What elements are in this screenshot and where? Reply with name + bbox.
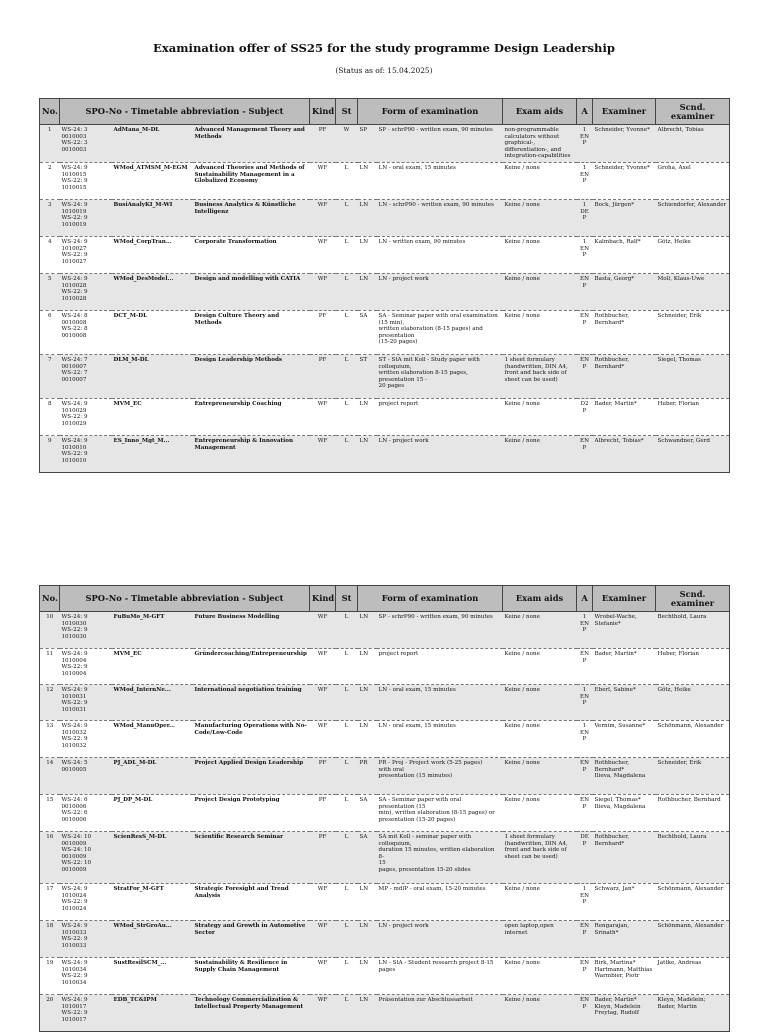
exam-table-1 [39,98,730,473]
second-examiner-name: Rothbucher, Bernhard [656,795,730,832]
spo-number: WS-24: 9 1010031 WS-22: 9 1010031 [60,685,112,721]
table-row [40,199,730,236]
col-spo: SPO-No - Timetable abbreviation - Subject [60,99,310,125]
exam-kind: WF [310,649,336,685]
timetable-abbreviation: ScienResS_M-DL [112,832,193,884]
row-number: 3 [40,199,60,236]
exam-status: W [336,125,358,163]
table-header [40,586,730,612]
examiner-name: Rothbucher, Bernhard* [593,310,656,354]
timetable-abbreviation: WMod_DesModel... [112,273,193,310]
subject-name: Project Design Prototyping [193,795,310,832]
timetable-abbreviation: BusiAnalyKI_M-WI [112,199,193,236]
exam-attempt: 1 EN P [577,612,593,649]
exam-attempt: EN P [577,795,593,832]
exam-status: L [336,884,358,921]
exam-code: LN [358,649,377,685]
examiner-name: Rothbucher, Bernhard* Ilieva, Magdalena [593,758,656,795]
subject-name: Future Business Modelling [193,612,310,649]
timetable-abbreviation: EDB_TC&IPM [112,995,193,1032]
spo-number: WS-24: 9 1010015 WS-22: 9 1010015 [60,162,112,199]
exam-attempt: 1 EN P [577,884,593,921]
second-examiner-name: Schneider, Erik [656,310,730,354]
exam-status: L [336,162,358,199]
spo-number: WS-24: 9 1010034 WS-22: 9 1010034 [60,958,112,995]
col-second-examiner: Scnd. examiner [656,586,730,612]
col-no: No. [40,99,60,125]
exam-kind: WF [310,685,336,721]
second-examiner-name: Schönmann, Alexander [656,921,730,958]
timetable-abbreviation: WMod_ManuOper... [112,721,193,758]
exam-attempt: EN P [577,273,593,310]
exam-kind: WF [310,162,336,199]
subject-name: Design Leadership Methods [193,354,310,398]
exam-code: ST [358,354,377,398]
row-number: 4 [40,236,60,273]
row-number: 16 [40,832,60,884]
timetable-abbreviation: DLM_M-DL [112,354,193,398]
spo-number: WS-24: 9 1010019 WS-22: 9 1010019 [60,199,112,236]
second-examiner-name: Schiendorfer, Alexander [656,199,730,236]
exam-aids: Keine / none [503,236,577,273]
row-number: 12 [40,685,60,721]
table-row [40,758,730,795]
exam-attempt: EN P [577,435,593,472]
page-title: Examination offer of SS25 for the study programme Design Leadership [153,41,615,55]
exam-attempt: 1 EN P [577,125,593,163]
exam-attempt: EN P [577,958,593,995]
examiner-name: Bader, Martin* Kleyn, Madelein Freytag, Rudolf [593,995,656,1032]
subject-name: Design Culture Theory and Methods [193,310,310,354]
examiner-name: Albrecht, Tobias* [593,435,656,472]
exam-aids: 1 sheet formulary (handwritten, DIN A4, front and back side of sheet can be used) [503,832,577,884]
second-examiner-name: Bechthold, Laura [656,832,730,884]
timetable-abbreviation: MVM_EC [112,649,193,685]
timetable-abbreviation: WMod_StrGroAu... [112,921,193,958]
col-form: Form of examination [358,586,503,612]
exam-aids: Keine / none [503,721,577,758]
exam-form: LN - StA - Student research project 8-15 pages [377,958,503,995]
exam-kind: WF [310,273,336,310]
spo-number: WS-24: 9 1010017 WS-22: 9 1010017 [60,995,112,1032]
examiner-name: Eberl, Sabine* [593,685,656,721]
subject-name: Design and modelling with CATIA [193,273,310,310]
second-examiner-name: Bechthold, Laura [656,612,730,649]
spo-number: WS-24: 9 1010029 WS-22: 9 1010029 [60,398,112,435]
examiner-name: Kalmbach, Ralf* [593,236,656,273]
table-row [40,649,730,685]
exam-aids: Keine / none [503,995,577,1032]
subject-name: Sustainability & Resilience in Supply Chain Management [193,958,310,995]
exam-form: SP - schrP90 - written exam, 90 minutes [377,125,503,163]
spo-number: WS-24: 5 0010005 [60,758,112,795]
second-examiner-name: Huber, Florian [656,649,730,685]
exam-aids: Keine / none [503,958,577,995]
timetable-abbreviation: PJ_DP_M-DL [112,795,193,832]
table-row [40,612,730,649]
subject-name: Scientific Research Seminar [193,832,310,884]
exam-kind: WF [310,199,336,236]
spo-number: WS-24: 9 1010032 WS-22: 9 1010032 [60,721,112,758]
table-row [40,162,730,199]
exam-form: LN - project work [377,435,503,472]
timetable-abbreviation: SustResilSCM_... [112,958,193,995]
spo-number: WS-24: 9 1010024 WS-22: 9 1010024 [60,884,112,921]
exam-aids: Keine / none [503,199,577,236]
timetable-abbreviation: DCT_M-DL [112,310,193,354]
timetable-abbreviation: MVM_EC [112,398,193,435]
exam-form: PR - Proj - Project work (5-25 pages) with oral presentation (15 minutes) [377,758,503,795]
spo-number: WS-24: 9 1010033 WS-22: 9 1010033 [60,921,112,958]
examiner-name: Vernim, Susanne* [593,721,656,758]
examiner-name: Bader, Martin* [593,649,656,685]
row-number: 10 [40,612,60,649]
col-kind: Kind [310,99,336,125]
second-examiner-name: Götz, Heike [656,236,730,273]
second-examiner-name: Schneider, Erik [656,758,730,795]
status-date: (Status as of: 15.04.2025) [335,66,433,75]
exam-status: L [336,832,358,884]
exam-code: LN [358,995,377,1032]
exam-attempt: EN P [577,310,593,354]
exam-attempt: DE P [577,832,593,884]
exam-form: LN - project work [377,921,503,958]
exam-aids: Keine / none [503,162,577,199]
exam-form: Präsentation zur Abschlussarbeit [377,995,503,1032]
exam-code: LN [358,199,377,236]
row-number: 6 [40,310,60,354]
exam-status: L [336,354,358,398]
timetable-abbreviation: ES_Inno_Mgt_M... [112,435,193,472]
exam-status: L [336,958,358,995]
spo-number: WS-24: 8 0010008 WS-22: 8 0010008 [60,310,112,354]
examiner-name: Rothbucher, Bernhard* [593,832,656,884]
exam-form: SP - schrP90 - written exam, 90 minutes [377,612,503,649]
subject-name: Entrepreneurship & Innovation Management [193,435,310,472]
exam-code: LN [358,612,377,649]
table-row [40,795,730,832]
spo-number: WS-24: 9 1010027 WS-22: 9 1010027 [60,236,112,273]
row-number: 7 [40,354,60,398]
subject-name: Manufacturing Operations with No-Code/Low-Code [193,721,310,758]
table-row [40,273,730,310]
exam-status: L [336,758,358,795]
exam-attempt: EN P [577,995,593,1032]
spo-number: WS-24: 9 1010010 WS-22: 9 1010010 [60,435,112,472]
exam-kind: PF [310,795,336,832]
exam-form: project report [377,398,503,435]
subject-name: Strategic Foresight and Trend Analysis [193,884,310,921]
spo-number: WS-24: 6 0010006 WS-22: 6 0010006 [60,795,112,832]
exam-aids: Keine / none [503,612,577,649]
exam-kind: PF [310,758,336,795]
exam-kind: WF [310,995,336,1032]
col-aids: Exam aids [503,99,577,125]
exam-status: L [336,649,358,685]
exam-aids: Keine / none [503,649,577,685]
exam-kind: WF [310,958,336,995]
timetable-abbreviation: FuBuMo_M-GFT [112,612,193,649]
exam-aids: Keine / none [503,398,577,435]
timetable-abbreviation: WMod_InternNe... [112,685,193,721]
row-number: 18 [40,921,60,958]
row-number: 11 [40,649,60,685]
exam-form: LN - schrP90 - written exam, 90 minutes [377,199,503,236]
exam-form: SA - Seminar paper with oral examination (15 min), written elaboration (8-15 pages) and presentation (15-20 pages) [377,310,503,354]
timetable-abbreviation: StratFor_M-GFT [112,884,193,921]
table-row [40,354,730,398]
spo-number: WS-24: 3 0010003 WS-22: 3 0010003 [60,125,112,163]
table-row [40,884,730,921]
timetable-abbreviation: WMod_CorpTran... [112,236,193,273]
examiner-name: Schneider, Yvonne* [593,162,656,199]
row-number: 9 [40,435,60,472]
exam-code: LN [358,162,377,199]
exam-status: L [336,273,358,310]
examiner-name: Schwarz, Jan* [593,884,656,921]
exam-table-2 [39,585,730,1032]
examiner-name: Rengarajan, Srinath* [593,921,656,958]
exam-form: LN - project work [377,273,503,310]
exam-aids: 1 sheet formulary (handwritten, DIN A4, front and back side of sheet can be used) [503,354,577,398]
spo-number: WS-24: 9 1010028 WS-22: 9 1010028 [60,273,112,310]
second-examiner-name: Jattke, Andreas [656,958,730,995]
exam-status: L [336,612,358,649]
exam-kind: WF [310,921,336,958]
table-row [40,921,730,958]
row-number: 8 [40,398,60,435]
col-examiner: Examiner [593,586,656,612]
examiner-name: Bock, Jürgen* [593,199,656,236]
exam-status: L [336,721,358,758]
subject-name: Strategy and Growth in Automotive Sector [193,921,310,958]
examiner-name: Wrobel-Wache, Stefanie* [593,612,656,649]
spo-number: WS-24: 7 0010007 WS-22: 7 0010007 [60,354,112,398]
row-number: 14 [40,758,60,795]
second-examiner-name: Götz, Heike [656,685,730,721]
exam-attempt: 1 EN P [577,236,593,273]
second-examiner-name: Siegel, Thomas [656,354,730,398]
exam-status: L [336,995,358,1032]
exam-form: SA mit Koll - seminar paper with colloquium, duration 15 minutes, written elaboration 8- 15 pages, presentation 15-20 slides [377,832,503,884]
exam-aids: Keine / none [503,795,577,832]
exam-kind: PF [310,125,336,163]
second-examiner-name: Albrecht, Tobias [656,125,730,163]
exam-form: ST - StA mit Koll - Study paper with colloquium, written elaboration 8-15 pages, presentation 15 - 20 pages [377,354,503,398]
exam-code: LN [358,398,377,435]
exam-attempt: 1 DE P [577,199,593,236]
second-examiner-name: Schönmann, Alexander [656,884,730,921]
exam-status: L [336,398,358,435]
exam-attempt: EN P [577,354,593,398]
exam-attempt: D2 P [577,398,593,435]
exam-aids: Keine / none [503,435,577,472]
row-number: 19 [40,958,60,995]
exam-kind: PF [310,354,336,398]
col-spo: SPO-No - Timetable abbreviation - Subject [60,586,310,612]
table-row [40,685,730,721]
exam-code: SA [358,310,377,354]
examiner-name: Basta, Georg* [593,273,656,310]
exam-code: LN [358,958,377,995]
exam-code: LN [358,236,377,273]
subject-name: International negotiation training [193,685,310,721]
exam-form: project report [377,649,503,685]
table-row [40,721,730,758]
row-number: 1 [40,125,60,163]
exam-attempt: 1 EN P [577,685,593,721]
row-number: 13 [40,721,60,758]
exam-status: L [336,685,358,721]
exam-status: L [336,795,358,832]
exam-aids: Keine / none [503,310,577,354]
subject-name: Project Applied Design Leadership [193,758,310,795]
spo-number: WS-24: 9 1010030 WS-22: 9 1010030 [60,612,112,649]
col-second-examiner: Scnd. examiner [656,99,730,125]
second-examiner-name: Schönmann, Alexander [656,721,730,758]
col-examiner: Examiner [593,99,656,125]
subject-name: Corporate Transformation [193,236,310,273]
exam-kind: PF [310,832,336,884]
exam-code: LN [358,884,377,921]
exam-attempt: EN P [577,649,593,685]
table-row [40,236,730,273]
exam-form: MP - mdlP - oral exam, 15-20 minutes [377,884,503,921]
table-row [40,995,730,1032]
timetable-abbreviation: PJ_ADL_M-DL [112,758,193,795]
col-form: Form of examination [358,99,503,125]
table-row [40,435,730,472]
col-kind: Kind [310,586,336,612]
examiner-name: Bader, Martin* [593,398,656,435]
exam-kind: WF [310,612,336,649]
exam-aids: Keine / none [503,685,577,721]
exam-status: L [336,435,358,472]
exam-aids: Keine / none [503,884,577,921]
row-number: 15 [40,795,60,832]
spo-number: WS-24: 9 1010004 WS-22: 9 1010004 [60,649,112,685]
table-row [40,125,730,163]
examiner-name: Siegel, Thomas* Ilieva, Magdalena [593,795,656,832]
timetable-abbreviation: WMod_ATMSM_M-EGM [112,162,193,199]
exam-form: LN - oral exam, 15 minutes [377,685,503,721]
exam-code: SA [358,795,377,832]
exam-attempt: EN P [577,921,593,958]
exam-attempt: 1 EN P [577,162,593,199]
exam-status: L [336,310,358,354]
exam-aids: Keine / none [503,273,577,310]
exam-kind: WF [310,398,336,435]
exam-code: SP [358,125,377,163]
col-a: A [577,99,593,125]
subject-name: Entrepreneurship Coaching [193,398,310,435]
exam-aids: non-programmable calculators without graphical-, differentiation-, and integration-capabilities [503,125,577,163]
exam-form: LN - written exam, 90 minutes [377,236,503,273]
subject-name: Technology Commercialization & Intellectual Property Management [193,995,310,1032]
row-number: 2 [40,162,60,199]
exam-code: SA [358,832,377,884]
subject-name: Advanced Management Theory and Methods [193,125,310,163]
exam-kind: WF [310,721,336,758]
row-number: 20 [40,995,60,1032]
exam-kind: WF [310,884,336,921]
exam-form: SA - Seminar paper with oral presentation (15 min), written elaboration (8-15 pages) or presentation (15-20 pages) [377,795,503,832]
col-aids: Exam aids [503,586,577,612]
exam-kind: WF [310,435,336,472]
subject-name: Advanced Theories and Methods of Sustainability Management in a Globalized Economy [193,162,310,199]
table-header [40,99,730,125]
second-examiner-name: Schwandner, Gerd [656,435,730,472]
exam-kind: WF [310,236,336,273]
second-examiner-name: Groha, Axel [656,162,730,199]
subject-name: Gründercoaching/Entrepreneurship [193,649,310,685]
subject-name: Business Analytics & Künstliche Intelligenz [193,199,310,236]
col-st: St [336,586,358,612]
table-row [40,310,730,354]
exam-form: LN - oral exam, 15 minutes [377,721,503,758]
examiner-name: Schneider, Yvonne* [593,125,656,163]
examiner-name: Birk, Martina* Hartmann, Matthias Warmbier, Piotr [593,958,656,995]
exam-attempt: 1 EN P [577,721,593,758]
spo-number: WS-24: 10 0010009 WS-24: 10 0010009 WS-22: 10 0010009 [60,832,112,884]
table-row [40,832,730,884]
exam-aids: Keine / none [503,758,577,795]
exam-attempt: EN P [577,758,593,795]
examiner-name: Rothbucher, Bernhard* [593,354,656,398]
exam-code: PR [358,758,377,795]
exam-status: L [336,199,358,236]
row-number: 5 [40,273,60,310]
col-a: A [577,586,593,612]
col-no: No. [40,586,60,612]
exam-code: LN [358,721,377,758]
second-examiner-name: Moll, Klaus-Uwe [656,273,730,310]
exam-aids: open laptop,open internet [503,921,577,958]
exam-code: LN [358,685,377,721]
exam-status: L [336,236,358,273]
timetable-abbreviation: AdMana_M-DL [112,125,193,163]
exam-code: LN [358,921,377,958]
exam-code: LN [358,435,377,472]
exam-kind: PF [310,310,336,354]
row-number: 17 [40,884,60,921]
exam-code: LN [358,273,377,310]
exam-status: L [336,921,358,958]
exam-form: LN - oral exam, 15 minutes [377,162,503,199]
table-row [40,958,730,995]
col-st: St [336,99,358,125]
table-row [40,398,730,435]
second-examiner-name: Kleyn, Madelein; Bader, Martin [656,995,730,1032]
second-examiner-name: Huber, Florian [656,398,730,435]
